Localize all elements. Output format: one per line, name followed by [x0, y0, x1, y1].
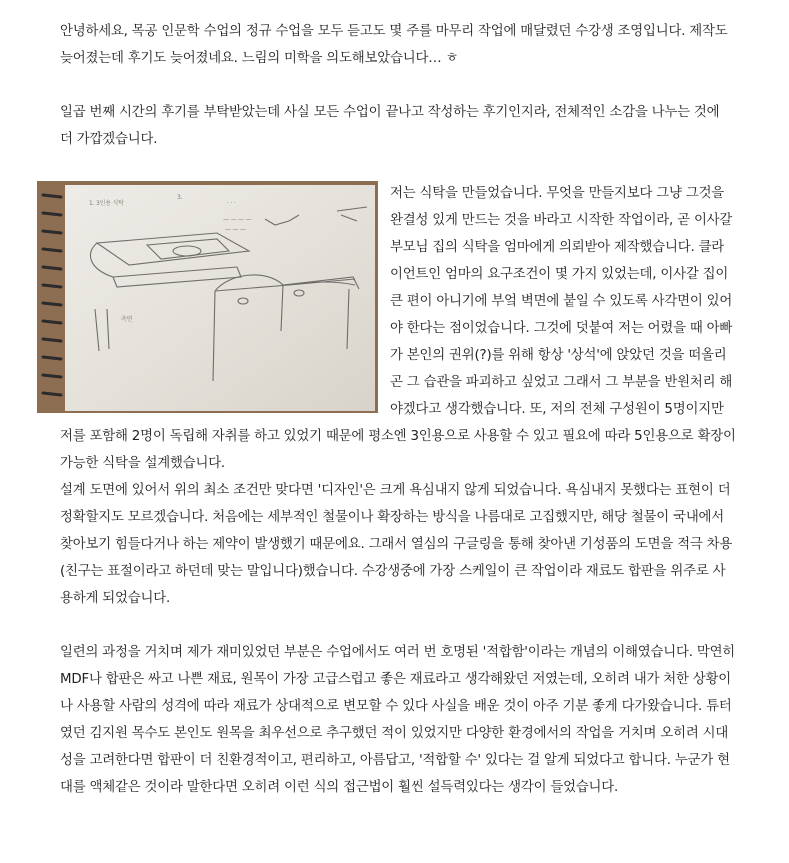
- table-sketch-photo: [37, 181, 378, 413]
- article-body: [60, 18, 736, 828]
- table-design-paragraph: 저는 식탁을 만들었습니다. 무엇을 만들지보다 그냥 그것을 완결성 있게 만드는 것을 바라고 시작한 작업이라, 곧 이사갈 부모님 집의 식탁을 엄마에게 의뢰받아 제작했습니다. 클라이언트인 엄마의 요구조건이 몇 가지 있었는데, 이사갈 집이 큰 편이 아니기에 부엌 벽면에 붙일 수 있도록 사각면이 있어야 한다는 점이었습니다. 그것에 덧붙여 저는 어렸을 때 아빠가 본인의 권위(?)를 위해 항상 '상석'에 앉았던 것을 떠올리곤 그 습관을 파괴하고 싶었고 그래서 그 부분을 반원처리 해야겠다고 생각했습니다. 또, 저의 전체 구성원이 5명이지만 저를 포함해 2명이 독립해 자취를 하고 있었기 때문에 평소엔 3인용으로 사용할 수 있고 필요에 따라 5인용으로 확장이 가능한 식탁을 설계했습니다.: [60, 186, 736, 471]
- svg-text:3.: 3.: [177, 194, 183, 201]
- sketch-drawing-icon: [37, 181, 378, 413]
- svg-text:측면: 측면: [121, 316, 133, 323]
- svg-text:1. 3인용 식탁: 1. 3인용 식탁: [89, 200, 124, 207]
- design-constraints-paragraph: 설계 도면에 있어서 위의 최소 조건만 맞다면 '디자인'은 크게 욕심내지 않게 되었습니다. 욕심내지 못했다는 표현이 더 정확할지도 모르겠습니다. 처음에는 세부적인 철물이나 확장하는 방식을 나름대로 고집했지만, 해당 철물이 국내에서 찾아보기 힘들다거나 하는 제약이 발생했기 때문에요. 그래서 열심의 구글링을 통해 찾아낸 기성품의 도면을 적극 차용(친구는 표절이라고 하던데 맞는 말입니다)했습니다. 수강생중에 가장 스케일이 큰 작업이라 재료도 합판을 위주로 사용하게 되었습니다.: [60, 483, 733, 606]
- intro-paragraph: 안녕하세요, 목공 인문학 수업의 정규 수업을 모두 듣고도 몇 주를 마무리 작업에 매달렸던 수강생 조영입니다. 제작도 늦어졌는데 후기도 늦어졌네요. 느림의 미학을 의도해보았습니다… ㅎ: [60, 24, 728, 66]
- material-reflection-paragraph: 일련의 과정을 거치며 제가 재미있었던 부분은 수업에서도 여러 번 호명된 '적합함'이라는 개념의 이해였습니다. 막연히 MDF나 합판은 싸고 나쁜 재료, 원목이 가장 고급스럽고 좋은 재료라고 생각해왔던 저였는데, 오히려 내가 처한 상황이나 사용할 사람의 성격에 따라 재료가 상대적으로 변모할 수 있다 사실을 배운 것이 아주 기분 좋게 다가왔습니다. 튜터였던 김지원 목수도 본인도 원목을 최우선으로 추구했던 적이 있었지만 다양한 환경에서의 작업을 거치며 오히려 시대성을 고려한다면 합판이 더 친환경적이고, 편리하고, 아름답고, '적합할 수' 있다는 걸 알게 되었다고 합니다. 누군가 현대를 액체같은 것이라 말한다면 오히려 이런 식의 접근법이 훨씬 설득력있다는 생각이 들었습니다.: [60, 645, 736, 795]
- svg-text:— — — —: — — — —: [223, 216, 252, 223]
- svg-text:— — —: — — —: [225, 226, 246, 233]
- review-context-paragraph: 일곱 번째 시간의 후기를 부탁받았는데 사실 모든 수업이 끝나고 작성하는 후기인지라, 전체적인 소감을 나누는 것에 더 가깝겠습니다.: [60, 105, 720, 147]
- svg-text:. . .: . . .: [227, 198, 236, 205]
